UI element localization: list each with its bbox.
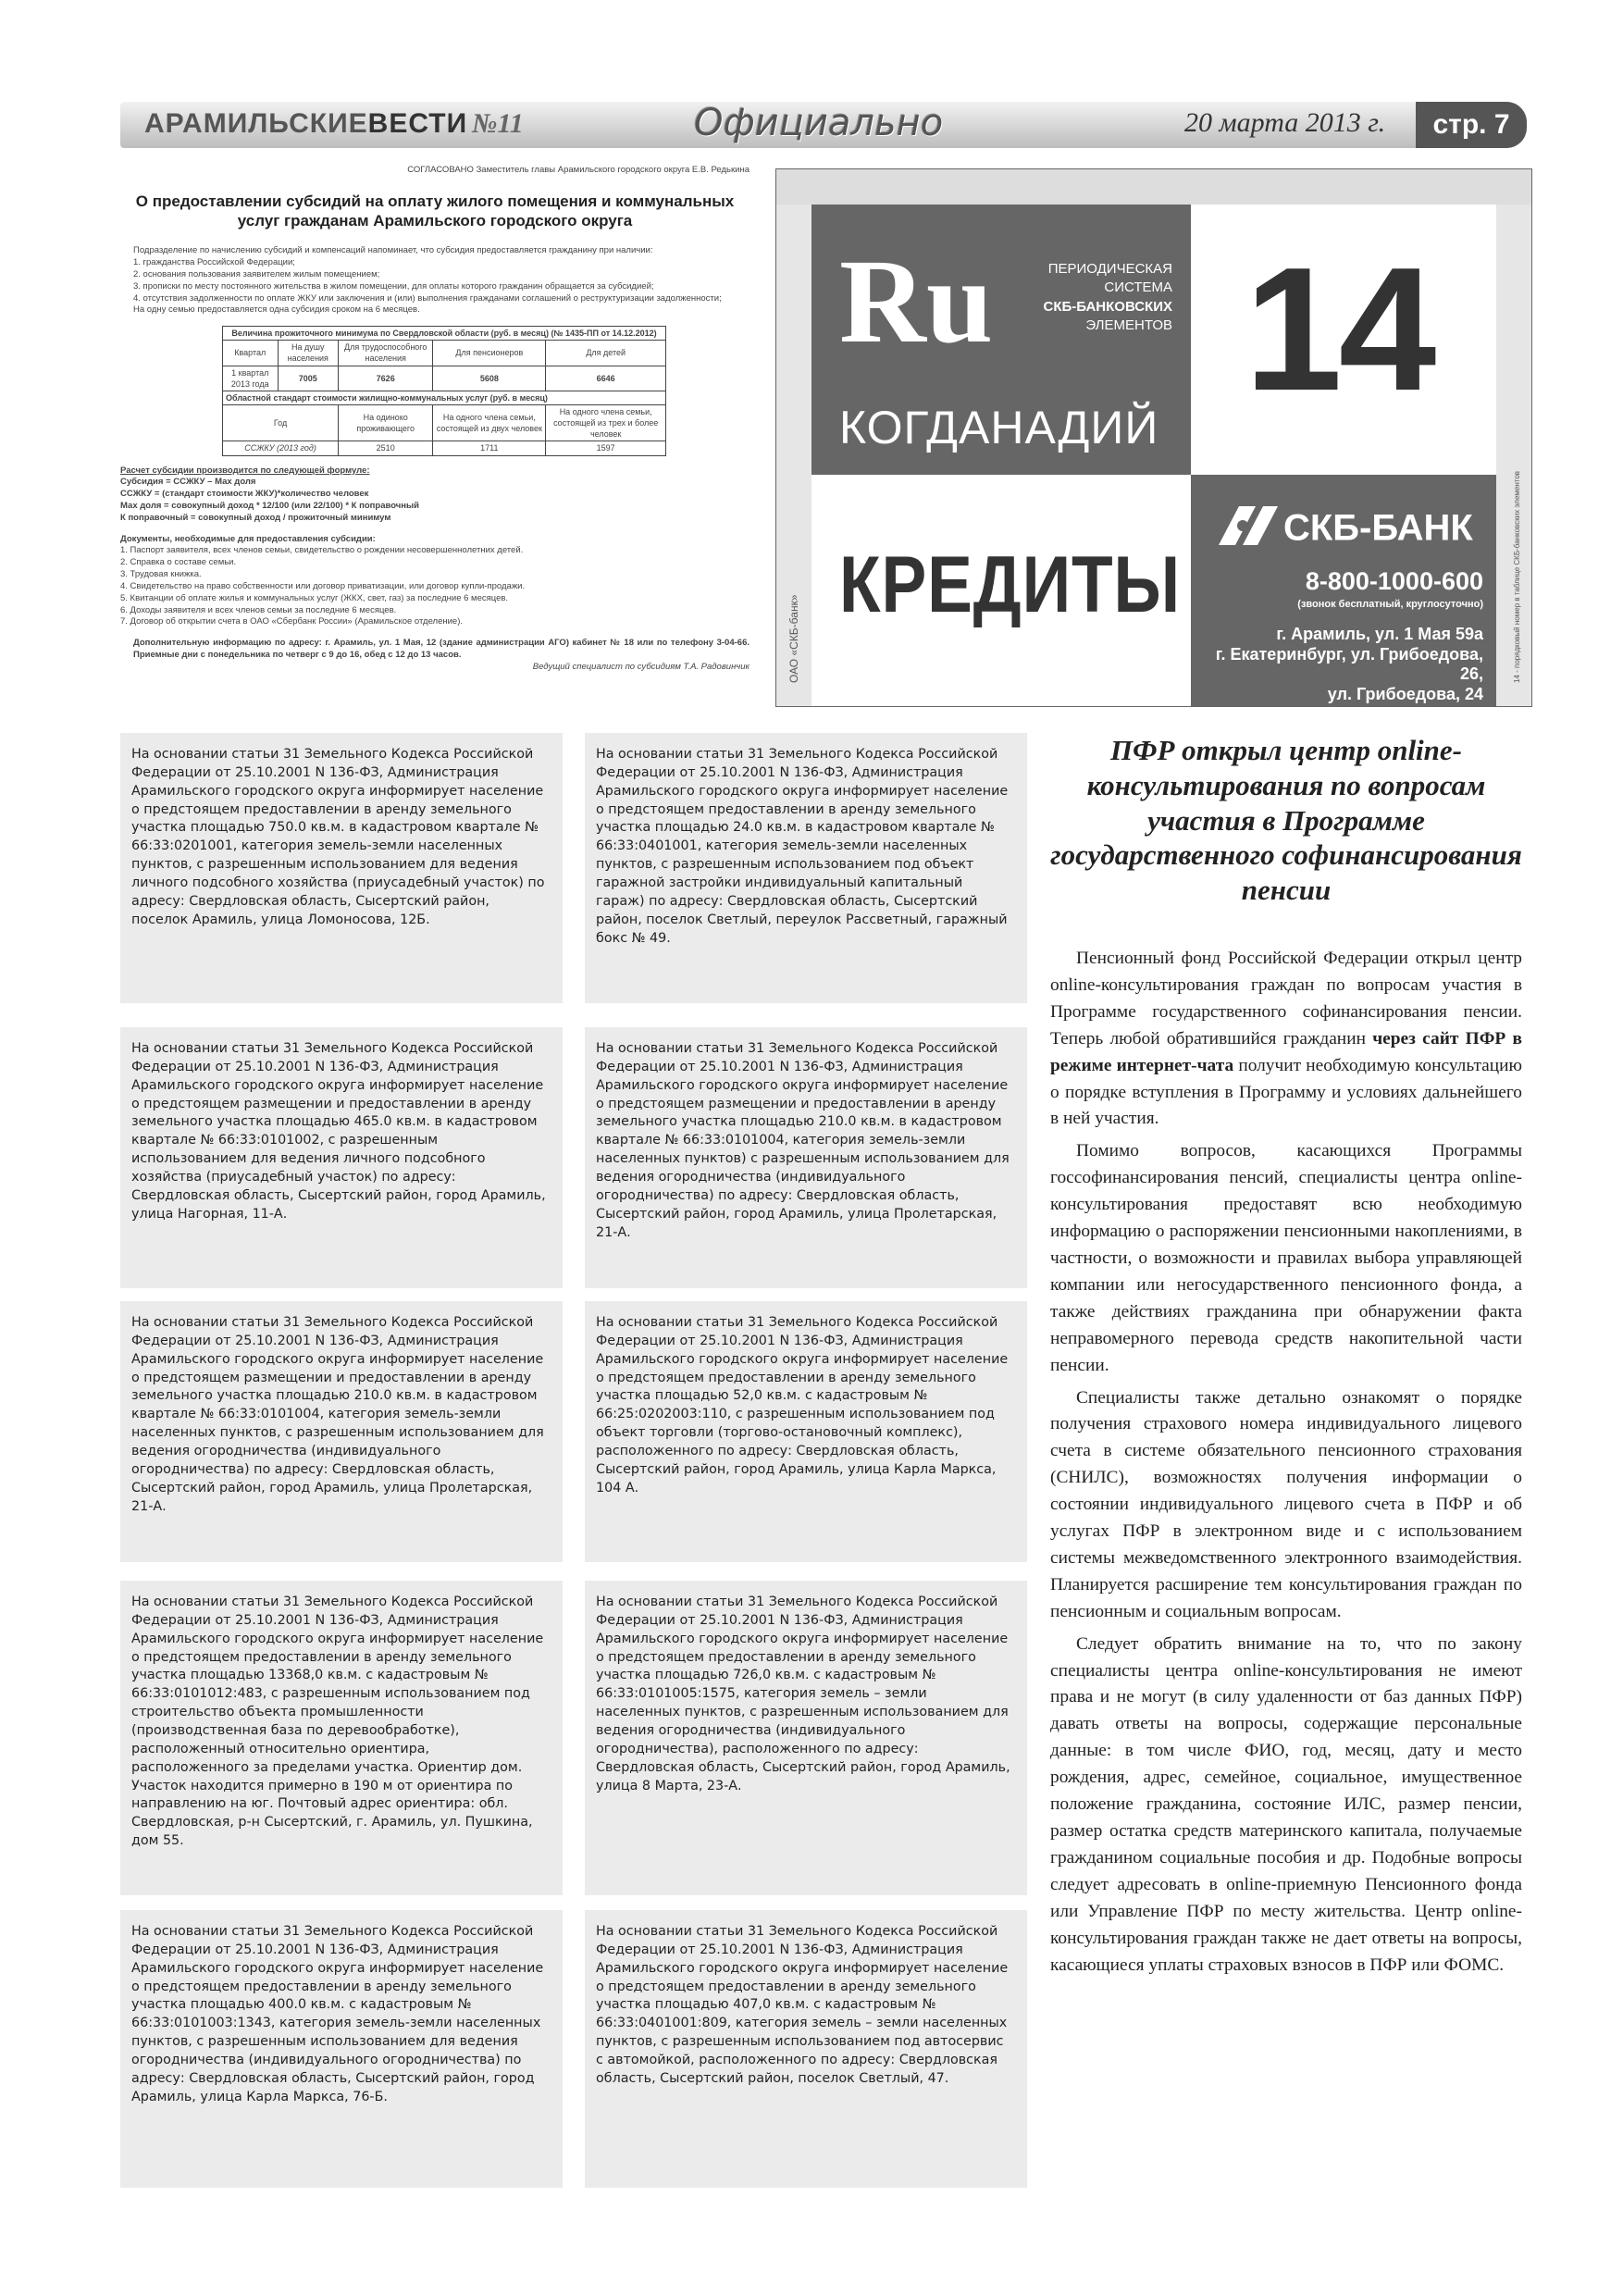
table1-cell: 7005 [278, 366, 339, 391]
table2-header: Год [223, 405, 339, 441]
land-notice [585, 1910, 1027, 2188]
bank-addresses [1191, 625, 1483, 704]
bank-name: СКБ-БАНК [1283, 507, 1473, 549]
vertical-caption-right: 14 - порядковый номер в таблице СКБ-банковских элементов [1513, 470, 1521, 683]
doc-item: 2. Справка о составе семьи. [120, 557, 237, 568]
doc-item: 7. Договор об открытии счета в ОАО «Сбербанк России» (Арамильское отделение). [120, 616, 464, 627]
table1-header: Для пенсионеров [433, 341, 546, 366]
article-paragraph: Следует обратить внимание на то, что по закону специалисты центра online-консультирования не имеют права и не могут (в силу удаленности от баз данных ПФР) давать ответы на вопросы, содержащие персональные данные: в том числе ФИО, год, месяц, дату и место рождения, адрес, семейное, социальное, имущественное положение гражданина, состояние ИЛС, размер пенсии, размер остатка средств материнского капитала, получаемые гражданином социальные пособия и др. Подобные вопросы следует адресовать в online-приемную Пенсионного фонда или Управление ПФР по месту жительства. Центр online-консультирования граждан также не дает ответы на вопросы, касающиеся уплаты страховых взносов в ПФР или ФОМС. [1050, 1633, 1522, 1975]
page-header [120, 102, 1527, 148]
land-notice [585, 733, 1027, 1003]
article-body [1050, 946, 1522, 1984]
issue-date: 20 марта 2013 г. [1184, 107, 1386, 138]
table2-caption: Областной стандарт стоимости жилищно-коммунальных услуг (руб. в месяц) [223, 391, 666, 404]
condition-item: 3. прописки по месту постоянного жительства в жилом помещении, для оплаты которого гражданин обращается за субсидией; [133, 280, 654, 292]
notice-text: На основании статьи 31 Земельного Кодекса Российской Федерации от 25.10.2001 N 136-ФЗ, Администрация Арамильского городского округа информирует население о предстоящем предоставлении в аренду земельного участка площадью 726,0 кв.м. с кадастровым № 66:33:0101005:1575, категория земель – земли населенных пунктов, с разрешенным использованием для ведения огородничества (индивидуального огородничества), расположенного по адресу: Свердловская область, Сысертский район, город Арамиль, улица 8 Марта, 23-А. [596, 1595, 1010, 1793]
notice-text: На основании статьи 31 Земельного Кодекса Российской Федерации от 25.10.2001 N 136-ФЗ, Администрация Арамильского городского округа информирует население о предстоящем предоставлении в аренду земельного участка площадью 407,0 кв.м. с кадастровым № 66:33:0401001:809, категория земель – земли населенных пунктов, с разрешенным использованием под автосервис с автомойкой, расположенного по адресу: Свердловская область, Сысертский район, поселок Светлый, 47. [596, 1924, 1009, 2086]
credits-word: КРЕДИТЫ [839, 540, 1181, 629]
subsidy-title: О предоставлении субсидий на оплату жилого помещения и коммунальных услуг гражданам Арамильского городского округа [135, 192, 735, 230]
page-number: стр. 7 [1416, 102, 1527, 148]
table2-cell: 1597 [546, 441, 666, 455]
subsidy-notice [120, 165, 750, 703]
article-text: получит необходимую консультацию о порядке вступления в Программу и условиях дальнейшего в ней участия. [1050, 1055, 1522, 1129]
land-notice [585, 1581, 1027, 1895]
land-notice [120, 1910, 563, 2188]
doc-item: 3. Трудовая книжка. [120, 569, 202, 580]
table2-header: На одного члена семьи, состоящей из трех и более человек [546, 405, 666, 441]
table1-header: Для детей [546, 341, 666, 366]
doc-item: 1. Паспорт заявителя, всех членов семьи, свидетельство о рождении несовершеннолетних детей. [120, 545, 524, 556]
element-subtitle-line: СКБ-БАНКОВСКИХ [1043, 298, 1172, 315]
notice-text: На основании статьи 31 Земельного Кодекса Российской Федерации от 25.10.2001 N 136-ФЗ, Администрация Арамильского городского округа информирует население о предстоящем размещении и предоставлении в аренду земельного участка площадью 465.0 кв.м. в кадастровом квартале № 66:33:0101002, с разрешенным использованием для ведения личного подсобного хозяйства (приусадебный участок) по адресу: Свердловская область, Сысертский район, город Арамиль, улица Нагорная, 11-А. [131, 1041, 546, 1222]
doc-item: 6. Доходы заявителя и всех членов семьи за последние 6 месяцев. [120, 604, 397, 615]
notice-text: На основании статьи 31 Земельного Кодекса Российской Федерации от 25.10.2001 N 136-ФЗ, Администрация Арамильского городского округа информирует население о предстоящем предоставлении в аренду земельного участка площадью 24.0 кв.м. в кадастровом квартале № 66:33:0401001, категория земель-земли населенных пунктов, с разрешенным использованием под объект гаражной застройки индивидуальный капитальный гараж) по адресу: Свердловская область, Сысертский район, поселок Светлый, переулок Рассветный, гаражный бокс № 49. [596, 747, 1009, 946]
notice-text: На основании статьи 31 Земельного Кодекса Российской Федерации от 25.10.2001 N 136-ФЗ, Администрация Арамильского городского округа информирует население о предстоящем размещении и предоставлении в аренду земельного участка площадью 210.0 кв.м. в кадастровом квартале № 66:33:0101004, категория земель-земли населенных пунктов) с разрешенным использованием для ведения огородничества (индивидуального огородничества) по адресу: Свердловская область, Сысертский район, город Арамиль, улица Пролетарская, 21-А. [596, 1041, 1010, 1240]
issue-number: №11 [472, 108, 524, 139]
element-number: 14 [1245, 231, 1433, 428]
notice-text: На основании статьи 31 Земельного Кодекса Российской Федерации от 25.10.2001 N 136-ФЗ, Администрация Арамильского городского округа информирует население о предстоящем предоставлении в аренду земельного участка площадью 400.0 кв.м. с кадастровым № 66:33:0101003:1343, категория земель-земли населенных пунктов, с разрешенным использованием для ведения огородничества (индивидуального огородничества) по адресу: Свердловская область, Сысертский район, город Арамиль, улица Карла Маркса, 76-Б. [131, 1924, 544, 2104]
bank-address: ул. Грибоедова, 24 [1327, 684, 1483, 703]
article-text: Пенсионный фонд Российской Федерации открыл центр online-консультирования граждан по вопросам участия в Программе государственного софинансирования пенсии. Теперь любой обратившийся гражданин [1050, 949, 1522, 1049]
article-paragraph: Специалисты также детально ознакомят о порядке получения страхового номера индивидуального лицевого счета в системе обязательного пенсионного страхования (СНИЛС), возможностях получения информации о состоянии индивидуального лицевого счета в ПФР и об услугах ПФР в электронном виде и с использованием системы межведомственного электронного взаимодействия. Планируется расширение тем консультирования граждан по пенсионным и социальным вопросам. [1050, 1387, 1522, 1621]
vertical-caption-left: ОАО «СКБ-банк» [787, 594, 800, 683]
formula-line: Субсидия = ССЖКУ – Мах доля [120, 477, 256, 488]
subsidy-period: На одну семью предоставляется одна субсидия сроком на 6 месяцев. [133, 304, 420, 316]
formula-line: К поправочный = совокупный доход / прожиточный минимум [120, 512, 391, 523]
land-notice [585, 1301, 1027, 1562]
bank-cell [1191, 475, 1496, 706]
element-subtitle [987, 260, 1172, 335]
land-notice [120, 1301, 563, 1562]
table1-header: Квартал [223, 341, 279, 366]
table2-cell: 2510 [339, 441, 433, 455]
notice-text: На основании статьи 31 Земельного Кодекса Российской Федерации от 25.10.2001 N 136-ФЗ, Администрация Арамильского городского округа информирует население о предстоящем размещении и предоставлении в аренду земельного участка площадью 210.0 кв.м. в кадастровом квартале № 66:33:0101004, категория земель-земли населенных пунктов, с разрешенным использованием для ведения огородничества (индивидуального огородничества) по адресу: Свердловская область, Сысертский район, город Арамиль, улица Пролетарская, 21-А. [131, 1315, 544, 1514]
ad-top-band [776, 169, 1531, 205]
formula-line: ССЖКУ = (стандарт стоимости ЖКУ)*количество человек [120, 489, 369, 500]
section-title: Официально [694, 102, 944, 144]
bank-logo-icon [1219, 506, 1278, 554]
subsidy-intro: Подразделение по начислению субсидий и компенсаций напоминает, что субсидия предоставляется гражданину при наличии: [133, 245, 653, 256]
phone-note: (звонок бесплатный, круглосуточно) [1297, 599, 1483, 610]
table1-cell: 6646 [546, 366, 666, 391]
newspaper-title-regular: АРАМИЛЬСКИЕ [144, 108, 368, 139]
element-cell [812, 205, 1191, 475]
approval-line: СОГЛАСОВАНО Заместитель главы Арамильского городского округа Е.В. Редькина [407, 165, 750, 175]
element-symbol: Ru [839, 235, 994, 368]
bank-address: г. Арамиль, ул. 1 Мая 59а [1276, 625, 1483, 643]
table2-header: На одиноко проживающего [339, 405, 433, 441]
table1-header: На душу населения [278, 341, 339, 366]
table2-cell: ССЖКУ (2013 год) [223, 441, 339, 455]
newspaper-title-bold: ВЕСТИ [367, 108, 468, 139]
notice-text: На основании статьи 31 Земельного Кодекса Российской Федерации от 25.10.2001 N 136-ФЗ, Администрация Арамильского городского округа информирует население о предстоящем предоставлении в аренду земельного участка площадью 750.0 кв.м. в кадастровом квартале № 66:33:0201001, категория земель-земли населенных пунктов, с разрешенным использованием для ведения личного подсобного хозяйства (приусадебный участок) по адресу: Свердловская область, Сысертский район, поселок Арамиль, улица Ломоносова, 12Б. [131, 747, 545, 927]
bank-phone: 8-800-1000-600 [1305, 567, 1483, 595]
condition-item: 2. основания пользования заявителем жилым помещением; [133, 268, 380, 279]
article-title: ПФР открыл центр online-консультирования по вопросам участия в Программе государственного софинансирования пенсии [1050, 734, 1522, 907]
doc-item: 4. Свидетельство на право собственности или договор приватизации, или договор купли-продажи. [120, 580, 526, 591]
table1-cell: 5608 [433, 366, 546, 391]
newspaper-title [144, 108, 467, 140]
land-notice [585, 1027, 1027, 1288]
credits-cell [812, 475, 1191, 706]
notice-text: На основании статьи 31 Земельного Кодекса Российской Федерации от 25.10.2001 N 136-ФЗ, Администрация Арамильского городского округа информирует население о предстоящем предоставлении в аренду земельного участка площадью 52,0 кв.м. с кадастровым № 66:25:0202003:110, с разрешенным использованием под объект торговли (торгово-остановочный комплекс), расположенного по адресу: Свердловская область, Сысертский район, город Арамиль, улица Карла Маркса, 104 А. [596, 1315, 1009, 1496]
contact-info: Дополнительную информацию по адресу: г. Арамиль, ул. 1 Мая, 12 (здание администрации АГО) кабинет № 18 или по телефону 3-04-66. Приемные дни с понедельника по четверг с 9 до 16, обед с 12 до 13 часов. [133, 638, 750, 660]
table2-cell: 1711 [433, 441, 546, 455]
table1-header: Для трудоспособного населения [339, 341, 433, 366]
element-name: КОГДАНАДИЙ [839, 402, 1159, 453]
doc-item: 5. Квитанции об оплате жилья и коммунальных услуг (ЖКХ, свет, газ) за последние 6 месяцев. [120, 592, 509, 603]
bank-logo [1219, 506, 1473, 554]
element-subtitle-line: ЭЛЕМЕНТОВ [1085, 316, 1172, 333]
condition-item: 1. гражданства Российской Федерации; [133, 257, 295, 268]
article-highlight: через сайт ПФР в режиме интернет-чата [1050, 1028, 1522, 1075]
article-paragraph: Помимо вопросов, касающихся Программы гоcсофинансирования пенсий, специалисты центра online-консультирования предоставят всю необходимую информацию о распоряжении пенсионными накоплениями, в частности, о возможности и правилах выбора управляющей компании или негосударственного пенсионного фонда, а также действиях гражданина при обнаружении факта неправомерного перевода средств накопительной части пенсии. [1050, 1141, 1522, 1375]
table1-cell: 1 квартал 2013 года [223, 366, 279, 391]
table2-header: На одного члена семьи, состоящей из двух человек [433, 405, 546, 441]
land-notice [120, 1581, 563, 1895]
bank-advertisement [775, 168, 1532, 707]
formula-line: Мах доля = совокупный доход * 12/100 (или 22/100) * К поправочный [120, 501, 419, 512]
notice-text: На основании статьи 31 Земельного Кодекса Российской Федерации от 25.10.2001 N 136-ФЗ, Администрация Арамильского городского округа информирует население о предстоящем предоставлении в аренду земельного участка площадью 13368,0 кв.м. с кадастровым № 66:33:0101012:483, с разрешенным использованием под строительство объекта промышленности (производственная база по деревообработке), расположенный относительно ориентира, расположенного за пределами участка. Ориентир дом. Участок находится примерно в 190 м от ориентира по направлению на юг. Почтовый адрес ориентира: обл. Свердловская, р-н Сысертский, г. Арамиль, ул. Пушкина, дом 55. [131, 1595, 544, 1849]
bank-address: г. Екатеринбург, ул. Грибоедова, 26, [1215, 644, 1483, 684]
article-paragraph [1050, 946, 1522, 1133]
element-number-cell [1191, 205, 1496, 475]
land-notice [120, 733, 563, 1003]
table1-caption: Величина прожиточного минимума по Свердловской области (руб. в месяц) (№ 1435-ПП от 14.12.2012) [223, 327, 666, 341]
element-subtitle-line: ПЕРИОДИЧЕСКАЯ СИСТЕМА [1047, 261, 1172, 296]
condition-item: 4. отсутствия задолженности по оплате ЖКУ или заключения и (или) выполнения гражданами соглашений о реструктуризации задолженности; [133, 292, 722, 304]
signature: Ведущий специалист по субсидиям Т.А. Радовинчик [532, 661, 750, 672]
docs-title: Документы, необходимые для предоставления субсидии: [120, 533, 376, 544]
table1-cell: 7626 [339, 366, 433, 391]
land-notice [120, 1027, 563, 1288]
subsidy-table [222, 326, 666, 455]
formula-title: Расчет субсидии производится по следующей формуле: [120, 465, 370, 476]
